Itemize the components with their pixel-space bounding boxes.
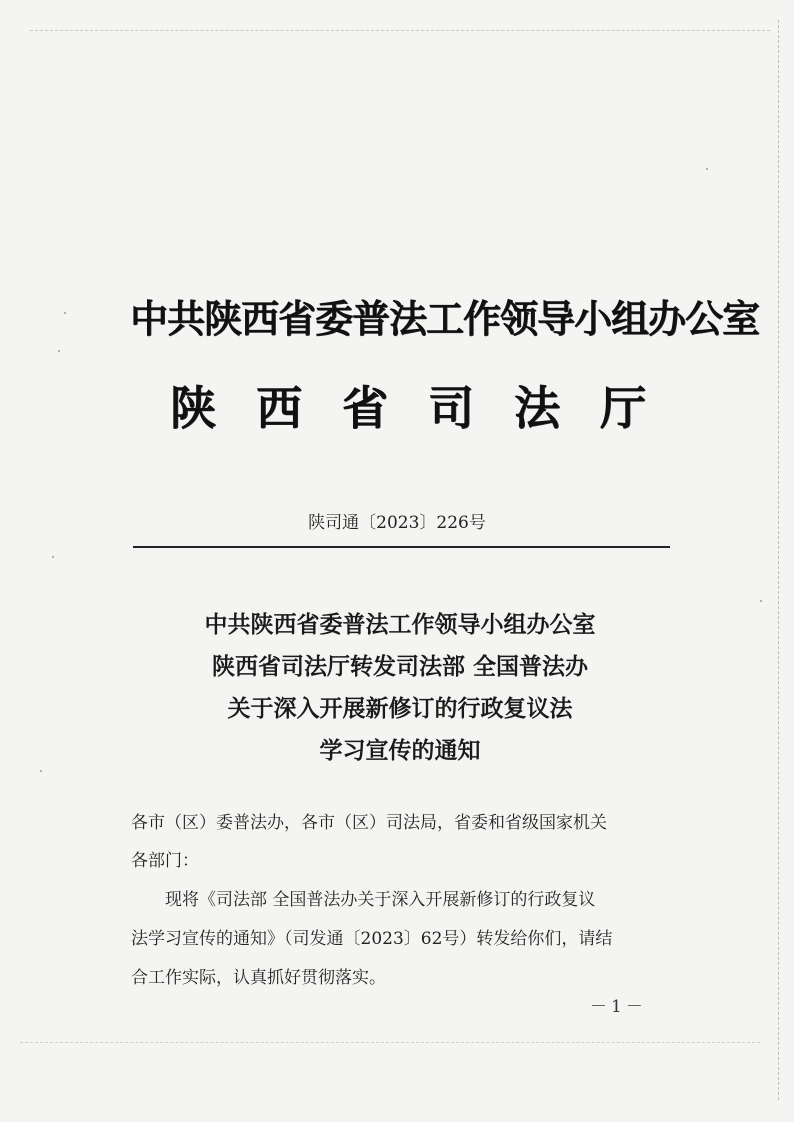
- body-text-line: 合工作实际，认真抓好贯彻落实。: [131, 968, 386, 988]
- scan-speck: [40, 770, 42, 772]
- document-title-line: 关于深入开展新修订的行政复议法: [227, 695, 573, 722]
- scan-speck: [52, 556, 54, 558]
- issuing-org-line-2: 陕西省司法厅: [170, 381, 686, 435]
- scan-speck: [64, 312, 66, 314]
- document-title-line: 陕西省司法厅转发司法部 全国普法办: [211, 653, 588, 680]
- body-text-line: 法学习宣传的通知》（司发通〔2023〕62号）转发给你们，请结: [131, 929, 613, 949]
- addressee-line: 各部门：: [131, 851, 199, 871]
- issuing-org-line-1: 中共陕西省委普法工作领导小组办公室: [130, 296, 760, 341]
- scan-artifact-line: [30, 30, 770, 32]
- scan-artifact-line: [778, 20, 780, 1100]
- addressee-line: 各市（区）委普法办，各市（区）司法局，省委和省级国家机关: [131, 813, 607, 833]
- scan-speck: [706, 168, 708, 170]
- page-number: －1－: [590, 997, 647, 1017]
- body-text-line: 现将《司法部 全国普法办关于深入开展新修订的行政复议: [165, 890, 596, 910]
- scan-artifact-line: [20, 1042, 760, 1044]
- scan-speck: [58, 350, 60, 352]
- header-divider: [133, 546, 670, 548]
- document-title-line: 中共陕西省委普法工作领导小组办公室: [204, 611, 596, 638]
- scan-speck: [760, 600, 762, 602]
- document-title-line: 学习宣传的通知: [319, 737, 481, 764]
- document-number: 陕司通〔2023〕226号: [308, 513, 486, 533]
